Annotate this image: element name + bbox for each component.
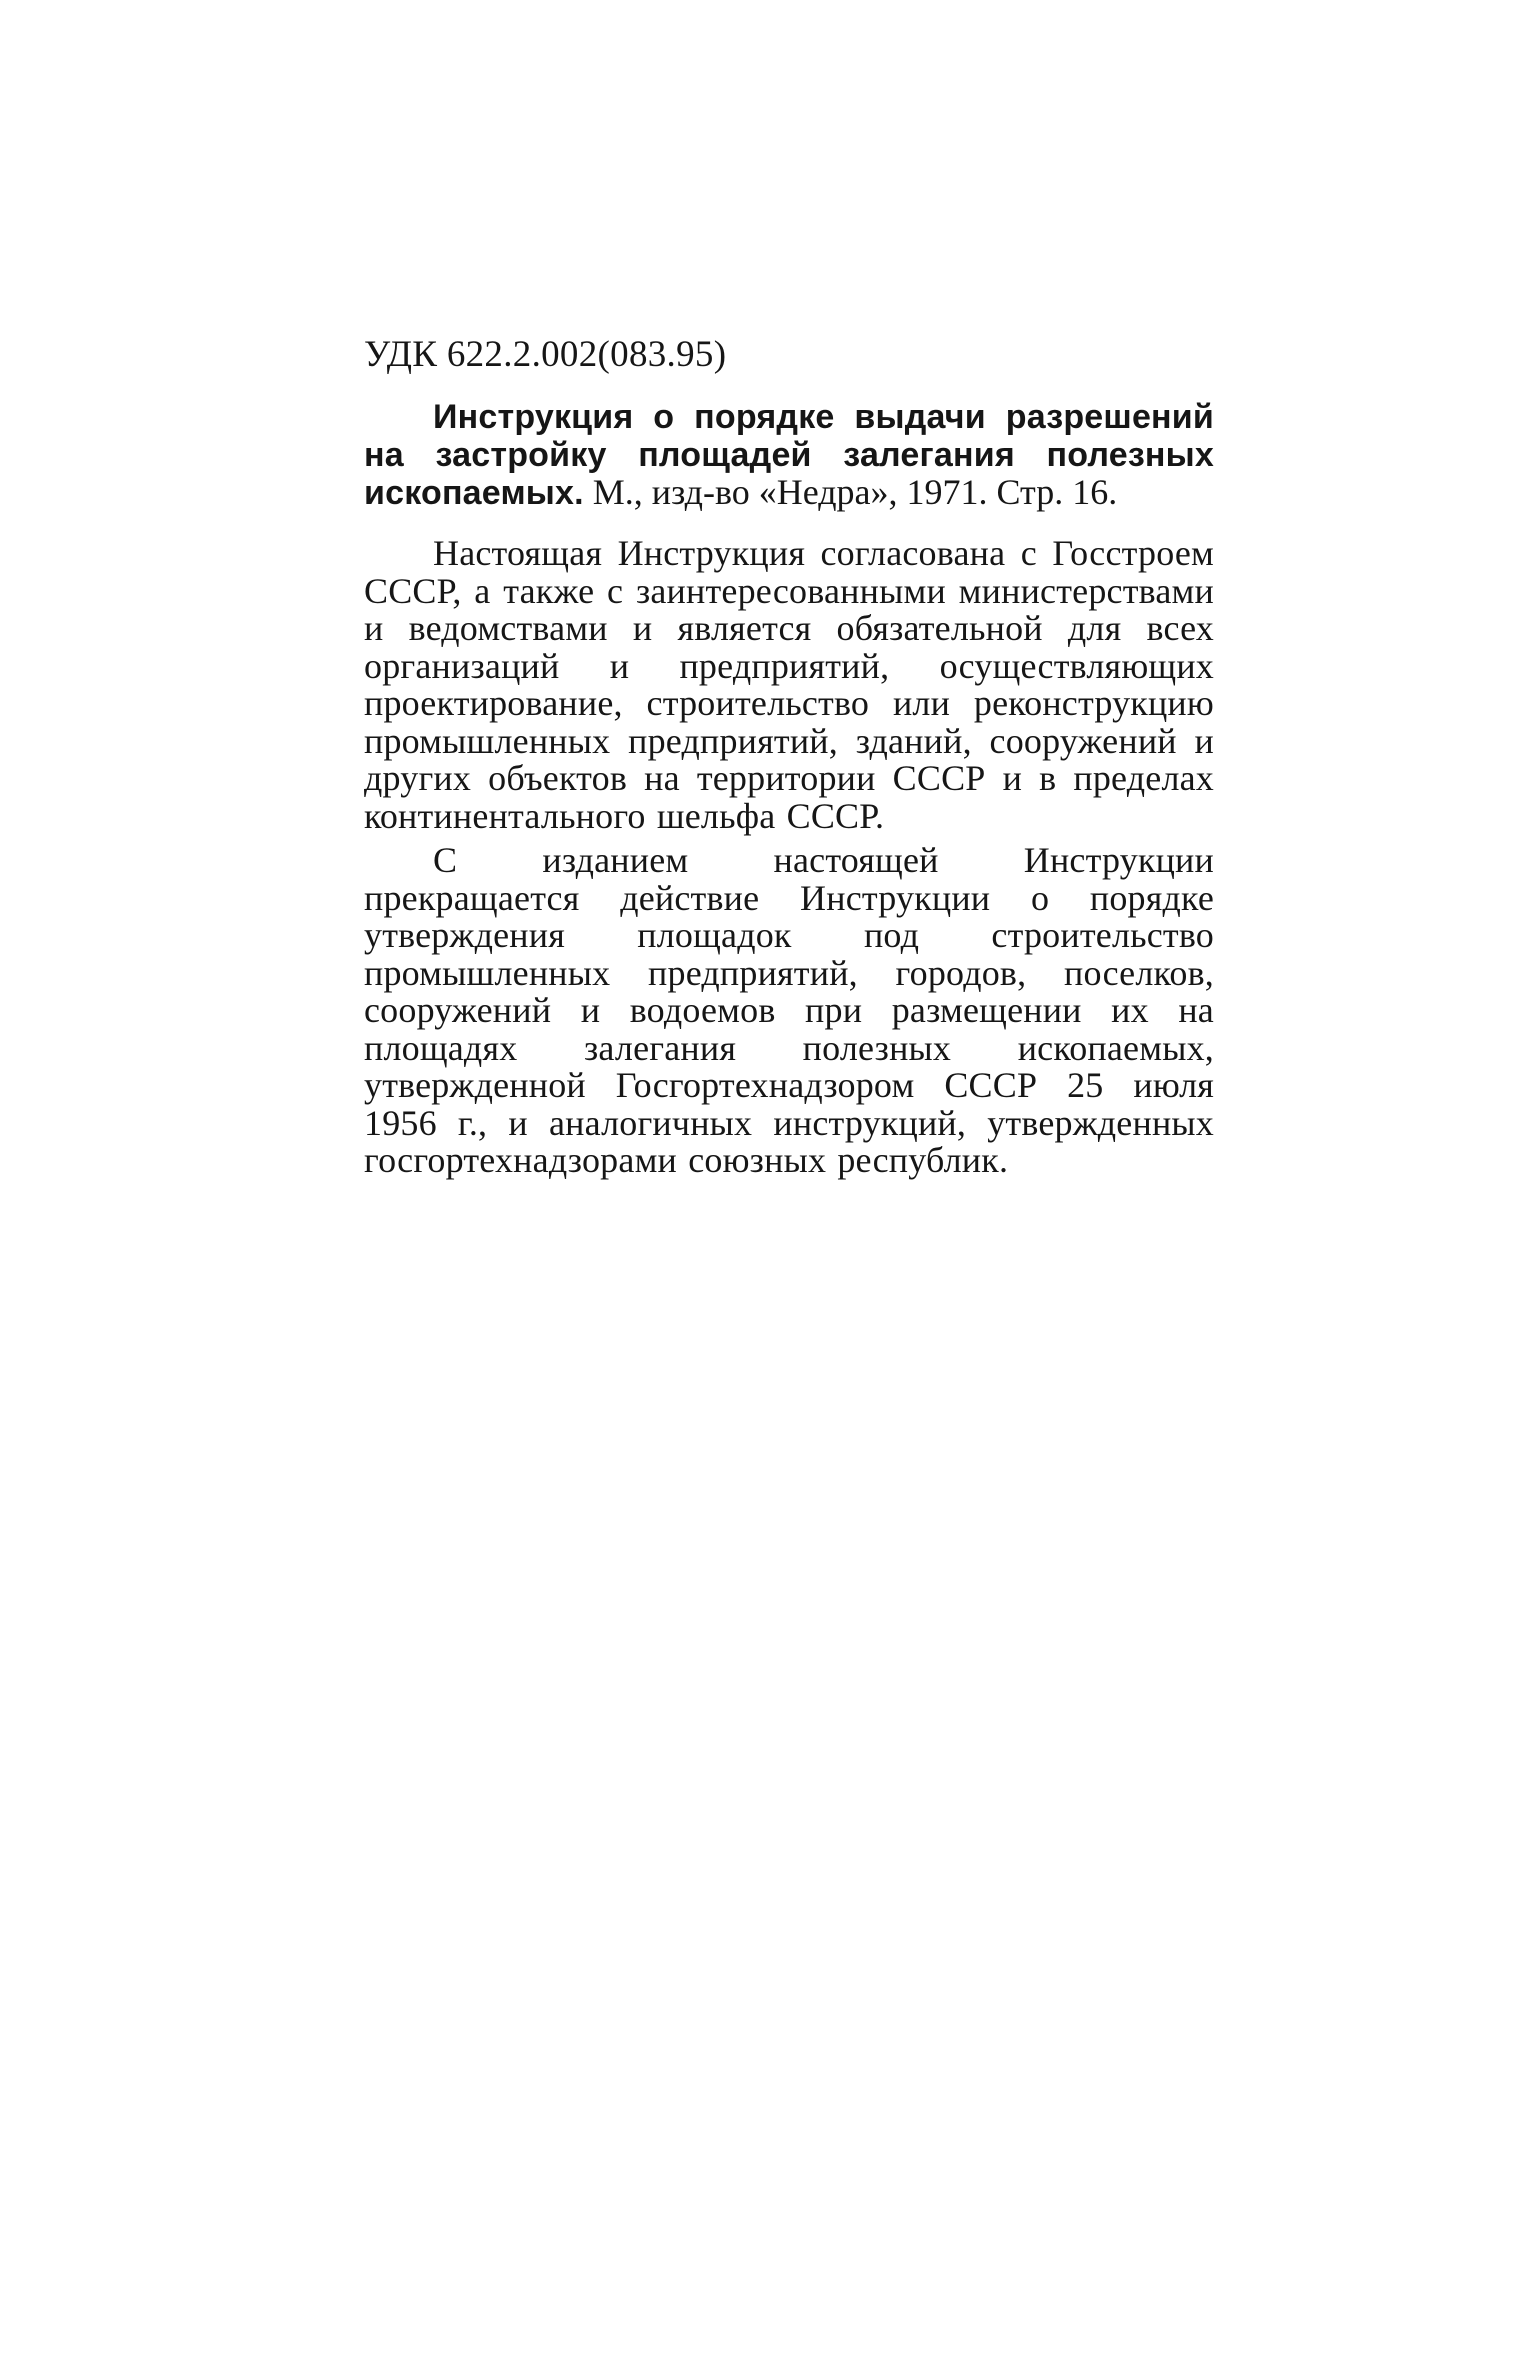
publication-imprint: М., изд-во «Недра», 1971. Стр. 16. bbox=[592, 472, 1118, 512]
abstract-block bbox=[364, 333, 1214, 1187]
paragraph-supersedes: С изданием настоящей Инструкции прекращается действие Инструкции о порядке утверждения площадок под строительство промышленных предприятий, городов, поселков, сооружений и водоемов при размещении их на площадях залегания полезных ископаемых, утвержденной Госгортехнадзором СССР 25 июля 1956 г., и аналогичных инструкций, утвержденных госгортехнадзорами союзных республик. bbox=[364, 840, 1214, 1180]
paragraph-approval: Настоящая Инструкция согласована с Госстроем СССР, а также с заинтересованными министерствами и ведомствами и является обязательной для всех организаций и предприятий, осуществляющих проектирование, строительство или реконструкцию промышленных предприятий, зданий, сооружений и других объектов на территории СССР и в пределах континентального шельфа СССР. bbox=[364, 533, 1214, 836]
udk-code: УДК 622.2.002(083.95) bbox=[364, 334, 727, 375]
document-title: Инструкция о порядке выдачи разрешений на застройку площадей залегания полезных ископаемых. bbox=[364, 398, 1214, 512]
bibliographic-entry bbox=[364, 398, 1214, 512]
